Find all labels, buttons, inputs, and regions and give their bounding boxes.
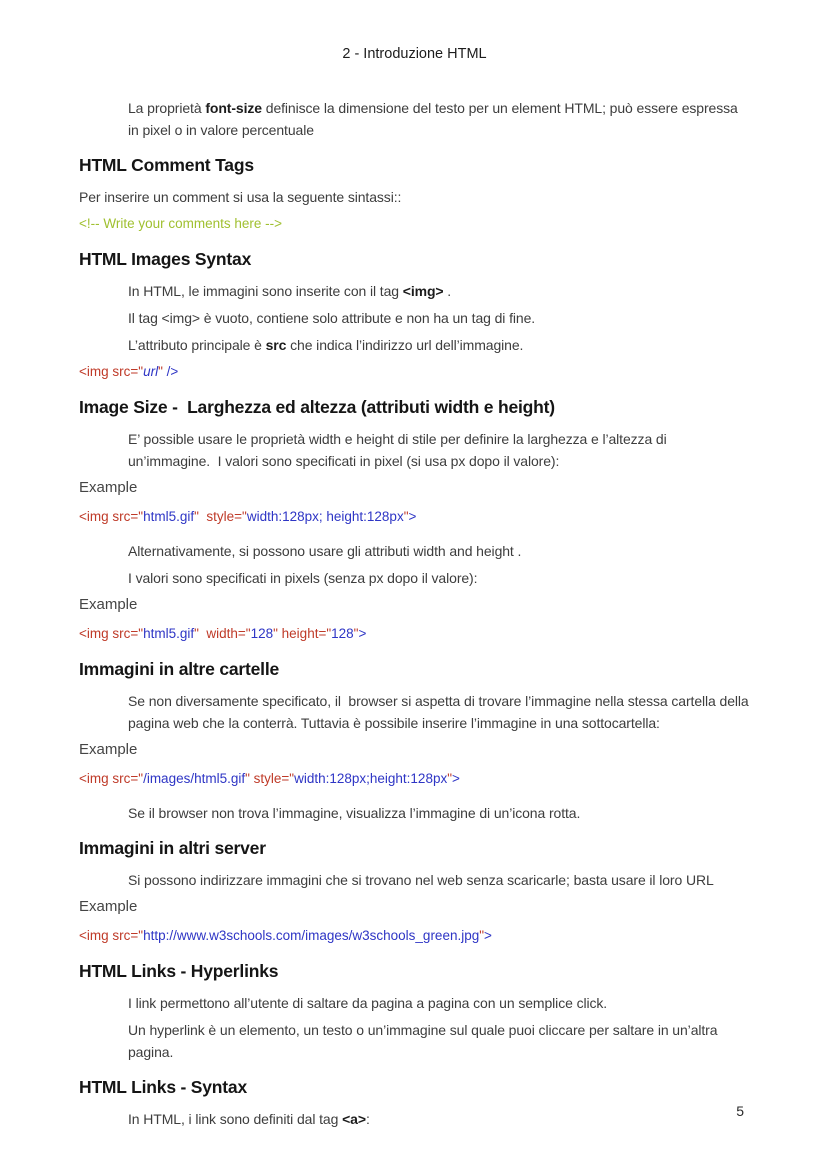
paragraph-images-2: Il tag <img> è vuoto, contiene solo attribute e non ha un tag di fine. bbox=[128, 310, 536, 326]
paragraph-links-2: Un hyperlink è un elemento, un testo o un’immagine sul quale puoi cliccare per saltare in un’altra pagina. bbox=[128, 1022, 722, 1060]
heading-immagini-altri-server: Immagini in altri server bbox=[79, 838, 266, 858]
heading-immagini-altre-cartelle: Immagini in altre cartelle bbox=[79, 659, 280, 679]
code-img-external-url: <img src="http://www.w3schools.com/images/w3schools_green.jpg"> bbox=[79, 928, 492, 943]
code-img-subfolder: <img src="/images/html5.gif" style="width:128px;height:128px"> bbox=[79, 771, 460, 786]
paragraph-font-size-intro: La proprietà font-size definisce la dimensione del testo per un element HTML; può essere espressa in pixel o in valore percentuale bbox=[128, 100, 742, 138]
heading-image-size: Image Size - Larghezza ed altezza (attributi width e height) bbox=[79, 397, 555, 417]
code-img-width-height: <img src="html5.gif" width="128" height="128"> bbox=[79, 626, 367, 641]
code-img-style-size: <img src="html5.gif" style="width:128px; height:128px"> bbox=[79, 509, 417, 524]
page-number: 5 bbox=[736, 1103, 744, 1119]
heading-html-images-syntax: HTML Images Syntax bbox=[79, 249, 252, 269]
paragraph-links-syntax: In HTML, i link sono definiti dal tag <a>: bbox=[128, 1111, 370, 1127]
heading-html-links-hyperlinks: HTML Links - Hyperlinks bbox=[79, 961, 279, 981]
paragraph-size-3: I valori sono specificati in pixels (senza px dopo il valore): bbox=[128, 570, 478, 586]
paragraph-size-2: Alternativamente, si possono usare gli attributi width and height . bbox=[128, 543, 522, 559]
page-header-title: 2 - Introduzione HTML bbox=[342, 46, 487, 62]
example-label-size-2: Example bbox=[79, 596, 138, 613]
code-img-src-url: <img src="url" /> bbox=[79, 364, 179, 379]
paragraph-folders-2: Se il browser non trova l’immagine, visualizza l’immagine di un’icona rotta. bbox=[128, 805, 581, 821]
example-label-size-1: Example bbox=[79, 479, 138, 496]
paragraph-images-3: L’attributo principale è src che indica l’indirizzo url dell’immagine. bbox=[128, 337, 524, 353]
paragraph-comment-syntax: Per inserire un comment si usa la seguente sintassi:: bbox=[79, 189, 402, 205]
example-label-folders: Example bbox=[79, 741, 138, 758]
paragraph-links-1: I link permettono all’utente di saltare da pagina a pagina con un semplice click. bbox=[128, 995, 608, 1011]
paragraph-size-1: E’ possible usare le proprietà width e height di stile per definire la larghezza e l’altezza di un’immagine. I valori sono specificati in pixel (si usa px dopo il valore): bbox=[128, 431, 671, 469]
code-comment-example: <!-- Write your comments here --> bbox=[79, 216, 283, 231]
example-label-servers: Example bbox=[79, 898, 138, 915]
paragraph-images-1: In HTML, le immagini sono inserite con il tag <img> . bbox=[128, 283, 452, 299]
paragraph-folders-1: Se non diversamente specificato, il browser si aspetta di trovare l’immagine nella stessa cartella della pagina web che la conterrà. Tuttavia è possibile inserire l’immagine in una sottocartella: bbox=[128, 693, 753, 731]
heading-html-comment-tags: HTML Comment Tags bbox=[79, 155, 254, 175]
heading-html-links-syntax: HTML Links - Syntax bbox=[79, 1077, 247, 1097]
paragraph-servers-1: Si possono indirizzare immagini che si trovano nel web senza scaricarle; basta usare il loro URL bbox=[128, 872, 714, 888]
